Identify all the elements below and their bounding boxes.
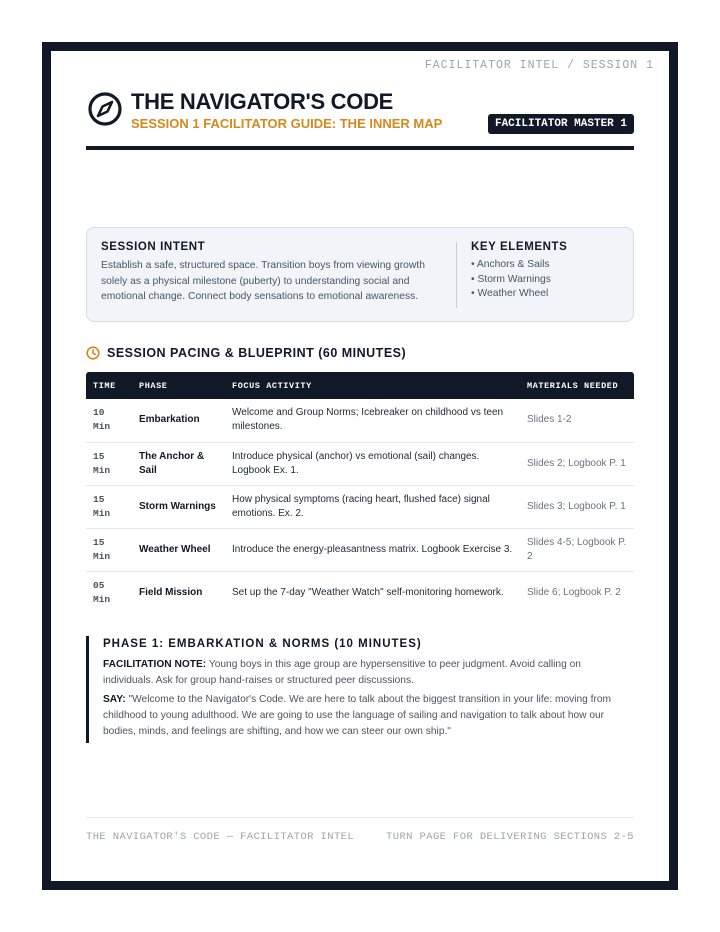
time-value: 15 [93,450,105,462]
table-row [86,571,634,614]
key-elements [471,241,621,302]
time-unit: Min [93,550,111,562]
column-header: MATERIALS NEEDED [527,380,619,391]
time-unit: Min [93,464,111,476]
time-cell [86,571,132,614]
time-cell [86,442,132,485]
materials-cell: Slide 6; Logbook P. 2 [527,586,621,598]
time-unit: Min [93,421,111,433]
phase-cell: Field Mission [139,586,203,598]
facilitation-note-label: FACILITATION NOTE: [103,659,207,670]
materials-cell: Slides 1-2 [520,399,634,442]
time-value: 15 [93,536,105,548]
pacing-table [86,372,634,614]
column-header: PHASE [139,380,168,391]
session-intent [101,241,446,305]
phase-cell: Embarkation [132,399,225,442]
compass-icon [87,91,123,127]
footer-rule [86,817,634,818]
clock-icon [86,346,100,360]
time-value: 05 [93,579,105,591]
key-element-item: • Anchors & Sails [471,259,550,270]
materials-cell: Slides 4-5; Logbook P. 2 [520,528,634,571]
pacing-heading [86,345,406,361]
document-title: THE NAVIGATOR'S CODE [131,89,394,114]
phase-cell: Weather Wheel [132,528,225,571]
time-value: 10 [93,407,105,419]
time-cell [86,485,132,528]
session-tag: FACILITATOR INTEL / SESSION 1 [424,59,654,72]
key-element-item: • Weather Wheel [471,288,549,299]
table-row [86,485,634,528]
phase1-heading: PHASE 1: EMBARKATION & NORMS (10 MINUTES) [103,638,422,650]
time-cell [86,399,132,442]
say-label: SAY: [103,694,126,705]
column-header: TIME [93,380,116,391]
session-intent-heading: SESSION INTENT [101,241,206,253]
materials-cell: Slides 3; Logbook P. 1 [520,485,634,528]
say-text: "Welcome to the Navigator's Code. We are here to talk about the biggest transition in your life: moving from childhood to young adulthood. We are going to use the language of sailing and navigation to talk about how our bodies, minds, and feelings are shifting, and how we can steer our own ship." [103,694,612,737]
activity-cell: Introduce physical (anchor) vs emotional (sail) changes. Logbook Ex. 1. [225,442,520,485]
pacing-heading-text: SESSION PACING & BLUEPRINT (60 MINUTES) [107,346,407,360]
facilitation-note [103,657,634,689]
time-unit: Min [93,593,111,605]
activity-cell: Introduce the energy-pleasantness matrix. Logbook Exercise 3. [225,528,520,571]
time-value: 15 [93,493,105,505]
footer-left: THE NAVIGATOR'S CODE — FACILITATOR INTEL [86,831,355,843]
phase1-section [86,636,634,743]
phase-cell: Storm Warnings [132,485,225,528]
facilitation-note-text: Young boys in this age group are hypersensitive to peer judgment. Avoid calling on individuals. Ask for group hand-raises or structured peer discussions. [103,659,581,686]
session-intent-panel [86,227,634,322]
key-elements-heading: KEY ELEMENTS [471,241,568,253]
activity-cell: Set up the 7-day "Weather Watch" self-monitoring homework. [232,586,504,598]
table-header-row [86,372,634,399]
time-unit: Min [93,507,111,519]
table-row [86,442,634,485]
activity-cell: Welcome and Group Norms; Icebreaker on childhood vs teen milestones. [225,399,520,442]
column-header: FOCUS ACTIVITY [232,380,312,391]
table-row [86,399,634,442]
header-rule [86,146,634,150]
time-cell [86,528,132,571]
facilitator-badge: FACILITATOR MASTER 1 [488,114,634,134]
footer-right: TURN PAGE FOR DELIVERING SECTIONS 2-5 [386,831,634,843]
say-script [103,692,634,740]
panel-divider [456,242,457,308]
key-elements-list [471,258,621,302]
phase-cell: The Anchor & Sail [132,442,225,485]
table-row [86,528,634,571]
document-page [51,51,669,881]
document-subtitle: SESSION 1 FACILITATOR GUIDE: THE INNER MAP [131,116,443,131]
materials-cell: Slides 2; Logbook P. 1 [520,442,634,485]
key-element-item: • Storm Warnings [471,273,551,285]
activity-cell: How physical symptoms (racing heart, flushed face) signal emotions. Ex. 2. [225,485,520,528]
session-intent-text: Establish a safe, structured space. Transition boys from viewing growth solely as a physical milestone (puberty) to understanding social and emotional change. Connect body sensations to emotional awareness. [101,260,425,302]
